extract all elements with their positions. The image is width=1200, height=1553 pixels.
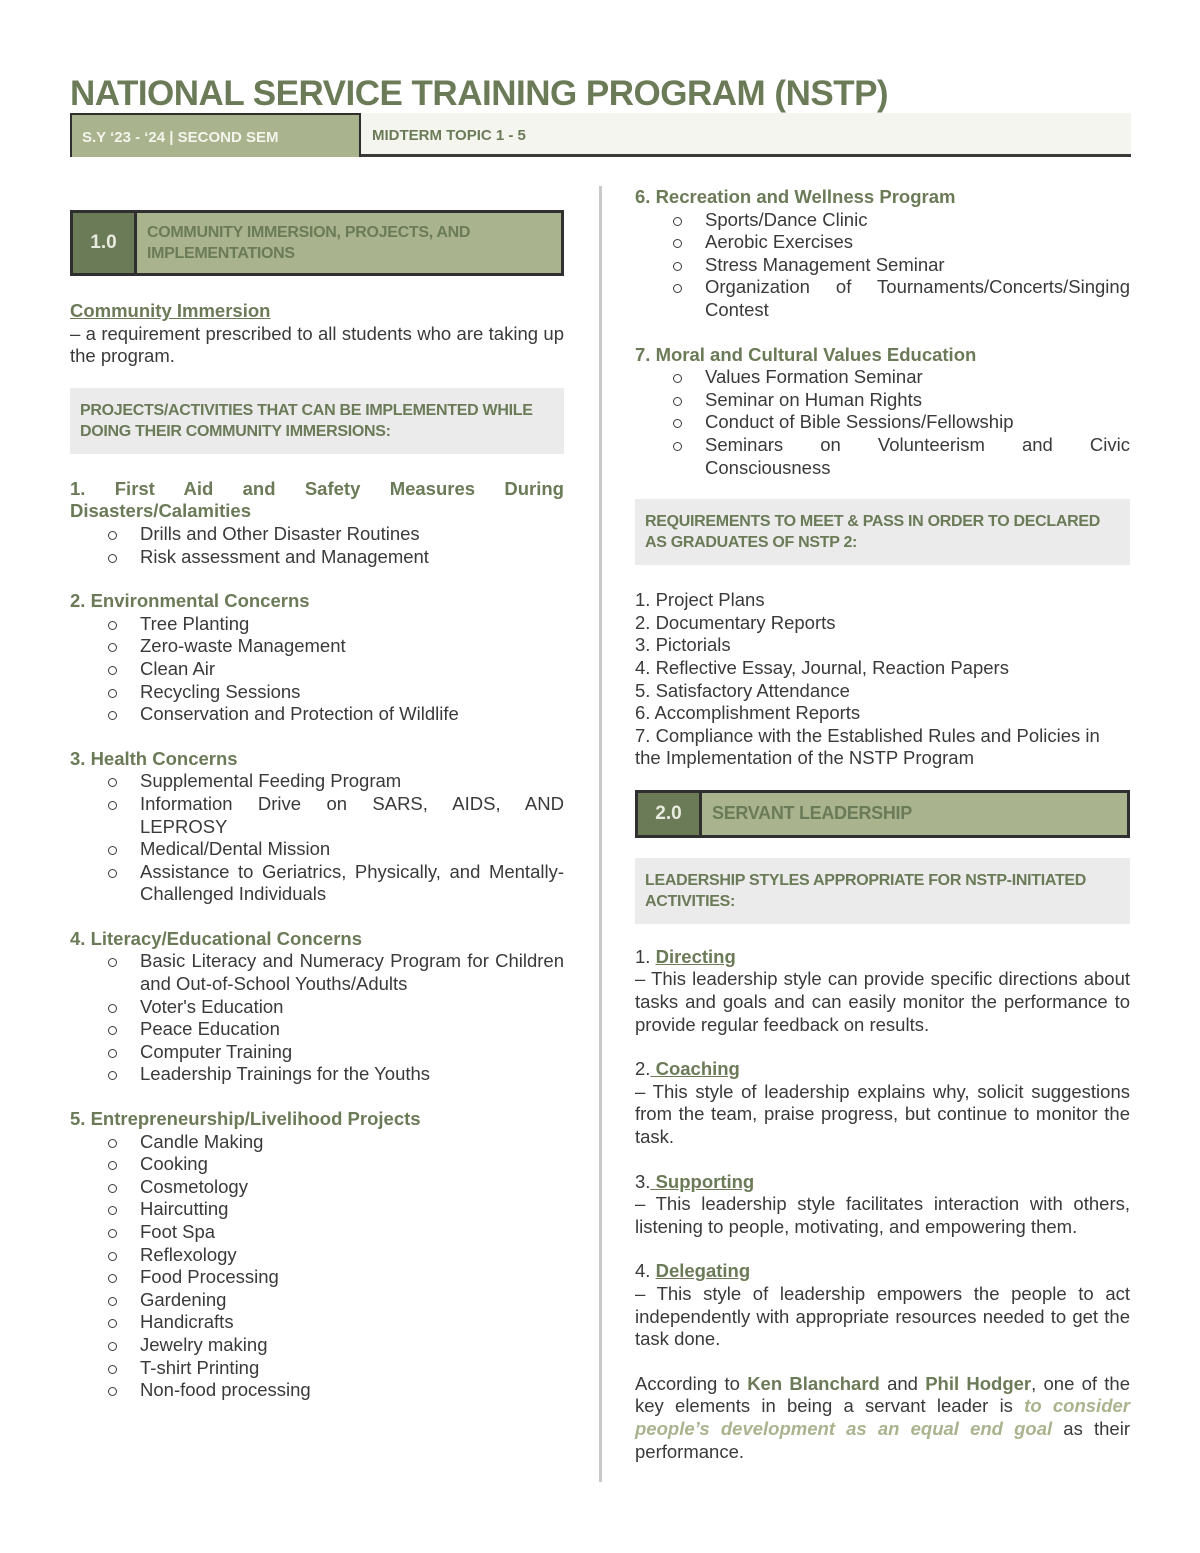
group-list <box>70 523 564 568</box>
style-supporting <box>635 1171 1130 1239</box>
requirements-box: REQUIREMENTS TO MEET & PASS IN ORDER TO DECLARED AS GRADUATES OF NSTP 2: <box>635 499 1130 565</box>
activities-box: PROJECTS/ACTIVITIES THAT CAN BE IMPLEMENTED WHILE DOING THEIR COMMUNITY IMMERSIONS: <box>70 388 564 454</box>
group-heading: 3. Health Concerns <box>70 747 238 769</box>
right-column <box>635 186 1130 1463</box>
list-item: Candle Making <box>140 1131 564 1154</box>
group-heading: 1. First Aid and Safety Measures During Disasters/Calamities <box>70 477 564 522</box>
topic-label: MIDTERM TOPIC 1 - 5 <box>372 127 526 144</box>
list-item: Aerobic Exercises <box>705 231 1130 254</box>
list-item: Information Drive on SARS, AIDS, AND LEPROSY <box>140 792 564 837</box>
requirement-item: 4. Reflective Essay, Journal, Reaction Papers <box>635 656 1009 678</box>
list-item: Medical/Dental Mission <box>140 838 564 861</box>
list-item: Drills and Other Disaster Routines <box>140 523 564 546</box>
section-2-number: 2.0 <box>638 793 702 835</box>
semester-label: S.Y ‘23 - ‘24 | SECOND SEM <box>70 113 361 157</box>
leadership-styles-box: LEADERSHIP STYLES APPROPRIATE FOR NSTP-INITIATED ACTIVITIES: <box>635 858 1130 924</box>
list-item: Leadership Trainings for the Youths <box>140 1063 564 1086</box>
list-item: Conduct of Bible Sessions/Fellowship <box>705 411 1130 434</box>
list-item: Seminar on Human Rights <box>705 389 1130 412</box>
group-list <box>70 950 564 1086</box>
list-item: T-shirt Printing <box>140 1357 564 1380</box>
list-item: Haircutting <box>140 1198 564 1221</box>
style-name: Coaching <box>650 1058 740 1080</box>
style-name: Delegating <box>655 1260 751 1282</box>
group-heading: 2. Environmental Concerns <box>70 590 310 612</box>
section-2-title: SERVANT LEADERSHIP <box>712 803 912 824</box>
list-item: Values Formation Seminar <box>705 366 1130 389</box>
requirement-item: 2. Documentary Reports <box>635 611 836 633</box>
group-heading: 7. Moral and Cultural Values Education <box>635 343 977 365</box>
style-description: – This style of leadership empowers the people to act independently with appropriate resources needed to get the task done. <box>635 1283 1130 1350</box>
list-item: Foot Spa <box>140 1221 564 1244</box>
requirement-item: 1. Project Plans <box>635 589 765 611</box>
list-item: Risk assessment and Management <box>140 546 564 569</box>
list-item: Supplemental Feeding Program <box>140 770 564 793</box>
requirement-item: 5. Satisfactory Attendance <box>635 679 850 701</box>
group-heading: 5. Entrepreneurship/Livelihood Projects <box>70 1108 421 1130</box>
style-description: – This style of leadership explains why, solicit suggestions from the team, praise progress, but continue to monitor the task. <box>635 1080 1130 1148</box>
requirement-item: 3. Pictorials <box>635 634 731 656</box>
list-item: Gardening <box>140 1289 564 1312</box>
left-column <box>70 186 564 1402</box>
requirements-list <box>635 589 1130 770</box>
list-item: Zero-waste Management <box>140 635 564 658</box>
list-item: Jewelry making <box>140 1334 564 1357</box>
style-delegating <box>635 1260 1130 1350</box>
community-immersion-definition: – a requirement prescribed to all students who are taking up the program. <box>70 322 564 367</box>
style-number: 2. <box>635 1058 651 1080</box>
author-phil-hodger: Phil Hodger <box>925 1372 1032 1394</box>
section-1-number: 1.0 <box>73 213 137 273</box>
list-item: Tree Planting <box>140 613 564 636</box>
style-number: 3. <box>635 1170 651 1192</box>
group-heading: 6. Recreation and Wellness Program <box>635 186 956 207</box>
style-name: Supporting <box>650 1170 755 1192</box>
list-item: Assistance to Geriatrics, Physically, and Mentally-Challenged Individuals <box>140 860 564 905</box>
group-list <box>635 366 1130 479</box>
group-list <box>70 770 564 906</box>
list-item: Recycling Sessions <box>140 681 564 704</box>
header-bar <box>70 113 1131 157</box>
group-list <box>70 613 564 726</box>
list-item: Food Processing <box>140 1266 564 1289</box>
list-item: Stress Management Seminar <box>705 254 1130 277</box>
list-item: Seminars on Volunteerism and Civic Consciousness <box>705 433 1130 478</box>
list-item: Organization of Tournaments/Concerts/Singing Contest <box>705 276 1130 320</box>
list-item: Peace Education <box>140 1018 564 1041</box>
list-item: Cosmetology <box>140 1176 564 1199</box>
style-description: – This leadership style facilitates interaction with others, listening to people, motivating, and empowering them. <box>635 1193 1130 1237</box>
style-name: Directing <box>655 945 736 967</box>
list-item: Reflexology <box>140 1244 564 1267</box>
key-element-emphasis: to consider people’s development as an equal end goal <box>635 1395 1130 1439</box>
list-item: Non-food processing <box>140 1379 564 1402</box>
group-list <box>635 209 1130 322</box>
style-description: – This leadership style can provide specific directions about tasks and goals and can easily monitor the performance to provide regular feedback on results. <box>635 968 1130 1035</box>
closing-text: as their performance. <box>635 1417 1130 1462</box>
style-coaching <box>635 1058 1130 1148</box>
list-item: Cooking <box>140 1153 564 1176</box>
section-1-header <box>70 210 564 276</box>
closing-paragraph <box>635 1373 1130 1463</box>
closing-text: , one of the key elements in being a servant leader is <box>635 1372 1131 1417</box>
author-ken-blanchard: Ken Blanchard <box>747 1372 880 1394</box>
style-number: 4. <box>635 1260 656 1282</box>
requirement-item: 7. Compliance with the Established Rules and Policies in the Implementation of the NSTP Program <box>635 724 1100 769</box>
list-item: Handicrafts <box>140 1311 564 1334</box>
column-divider <box>599 186 602 1482</box>
list-item: Computer Training <box>140 1041 564 1064</box>
closing-text: According to <box>635 1372 748 1394</box>
section-2-header <box>635 790 1130 838</box>
community-immersion-term: Community Immersion <box>70 300 271 321</box>
page-title: NATIONAL SERVICE TRAINING PROGRAM (NSTP) <box>70 74 889 113</box>
list-item: Sports/Dance Clinic <box>705 209 1130 232</box>
list-item: Voter's Education <box>140 996 564 1019</box>
requirement-item: 6. Accomplishment Reports <box>635 702 861 724</box>
section-1-title: COMMUNITY IMMERSION, PROJECTS, AND IMPLEMENTATIONS <box>147 224 471 262</box>
group-heading: 4. Literacy/Educational Concerns <box>70 927 362 949</box>
list-item: Conservation and Protection of Wildlife <box>140 703 564 726</box>
closing-text: and <box>879 1372 926 1394</box>
style-directing <box>635 946 1130 1036</box>
list-item: Clean Air <box>140 658 564 681</box>
list-item: Basic Literacy and Numeracy Program for Children and Out-of-School Youths/Adults <box>140 950 564 995</box>
style-number: 1. <box>635 945 656 967</box>
group-list <box>70 1131 564 1402</box>
